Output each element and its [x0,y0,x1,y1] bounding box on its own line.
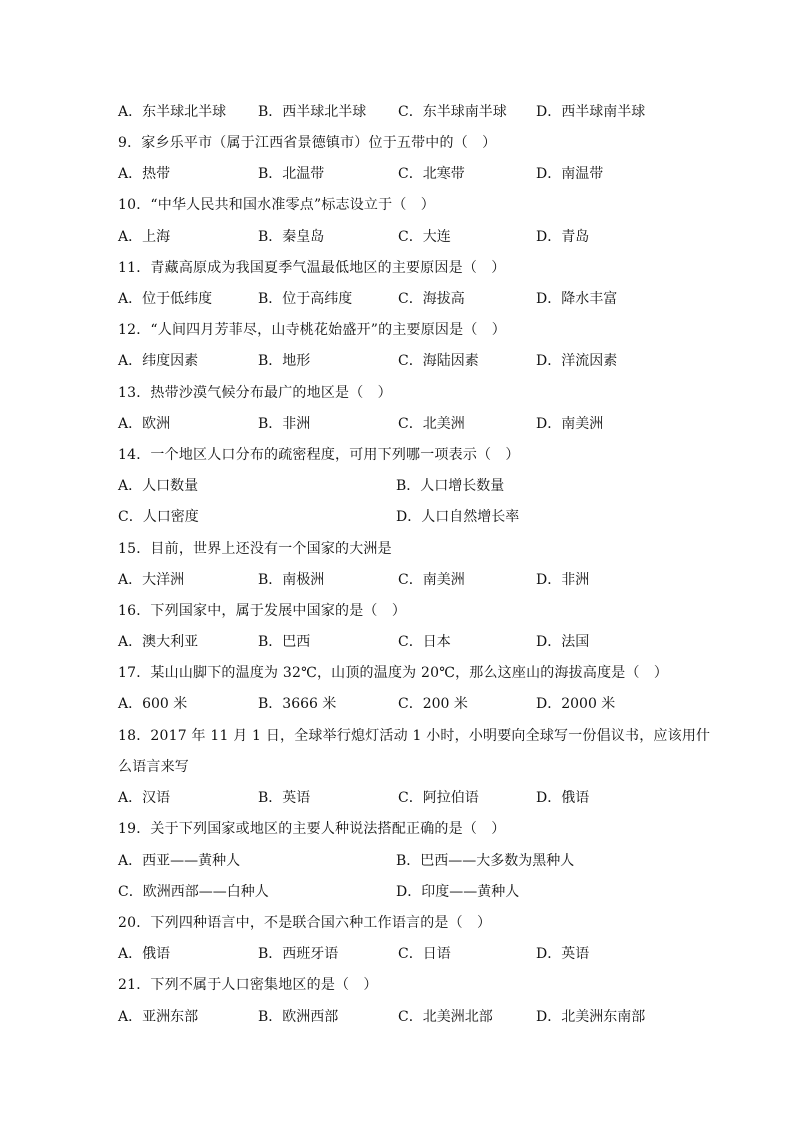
q16-option-d: D．法国 [536,634,590,650]
q8-option-a: A．东半球北半球 [118,104,227,120]
q15-stem: 15．目前，世界上还没有一个国家的大洲是 [118,541,392,557]
q9-option-b: B．北温带 [258,166,325,182]
q13-option-a: A．欧洲 [118,416,171,432]
q16-option-c: C．日本 [398,634,451,650]
q19-option-a: A．西亚——黄种人 [118,853,241,869]
q15-option-b: B．南极洲 [258,572,325,588]
q13-stem: 13．热带沙漠气候分布最广的地区是（ ） [118,385,392,401]
q21-option-b: B．欧洲西部 [258,1009,339,1025]
q9-option-c: C．北寒带 [398,166,465,182]
q19-options-cd [118,880,678,904]
q21-option-d: D．北美洲东南部 [536,1009,646,1025]
q19-option-c: C．欧洲西部——白种人 [118,884,269,900]
q14-option-b: B．人口增长数量 [396,478,505,494]
q13-options [118,412,678,436]
q14-stem: 14．一个地区人口分布的疏密程度，可用下列哪一项表示（ ） [118,447,520,463]
q13-option-b: B．非洲 [258,416,311,432]
q20-option-a: A．俄语 [118,946,171,962]
q21-option-a: A．亚洲东部 [118,1009,199,1025]
q17-option-b: B．3666 米 [258,696,337,712]
q14-option-d: D．人口自然增长率 [396,509,520,525]
q11-options [118,287,678,311]
q17-stem: 17．某山山脚下的温度为 32℃，山顶的温度为 20℃，那么这座山的海拔高度是（ ） [118,665,669,681]
q10-option-d: D．青岛 [536,229,590,245]
q20-option-d: D．英语 [536,946,590,962]
q13-option-c: C．北美洲 [398,416,465,432]
q18-option-c: C．阿拉伯语 [398,790,479,806]
q12-option-c: C．海陆因素 [398,353,479,369]
q9-option-d: D．南温带 [536,166,604,182]
q14-options-cd [118,505,678,529]
q9-option-a: A．热带 [118,166,171,182]
q16-options [118,630,678,654]
q18-option-b: B．英语 [258,790,311,806]
q10-option-a: A．上海 [118,229,171,245]
q16-option-b: B．巴西 [258,634,311,650]
q17-option-a: A．600 米 [118,696,188,712]
q8-option-d: D．西半球南半球 [536,104,646,120]
q14-options-ab [118,474,678,498]
q19-option-b: B．巴西——大多数为黑种人 [396,853,575,869]
q12-option-a: A．纬度因素 [118,353,199,369]
q21-option-c: C．北美洲北部 [398,1009,493,1025]
q15-option-c: C．南美洲 [398,572,465,588]
q20-option-c: C．日语 [398,946,451,962]
q12-stem: 12．“人间四月芳菲尽，山寺桃花始盛开”的主要原因是（ ） [118,322,506,338]
q19-options-ab [118,849,678,873]
q9-options [118,162,678,186]
q17-options [118,692,678,716]
q19-stem: 19．关于下列国家或地区的主要人种说法搭配正确的是（ ） [118,821,506,837]
q12-option-b: B．地形 [258,353,311,369]
q11-option-d: D．降水丰富 [536,291,618,307]
q18-option-a: A．汉语 [118,790,171,806]
q18-stem-line2: 么语言来写 [118,759,189,775]
q17-option-d: D．2000 米 [536,696,616,712]
q10-stem: 10．“中华人民共和国水准零点”标志设立于（ ） [118,197,435,213]
q11-stem: 11．青藏高原成为我国夏季气温最低地区的主要原因是（ ） [118,260,506,276]
q16-option-a: A．澳大利亚 [118,634,199,650]
q12-options [118,349,678,373]
q12-option-d: D．洋流因素 [536,353,618,369]
q10-options [118,225,678,249]
q15-options [118,568,678,592]
q18-options [118,786,678,810]
q21-options [118,1005,678,1029]
q15-option-d: D．非洲 [536,572,590,588]
q8-options [118,100,678,124]
q8-option-c: C．东半球南半球 [398,104,507,120]
q10-option-b: B．秦皇岛 [258,229,325,245]
q18-option-d: D．俄语 [536,790,590,806]
q20-stem: 20．下列四种语言中，不是联合国六种工作语言的是（ ） [118,915,492,931]
q8-option-b: B．西半球北半球 [258,104,367,120]
q19-option-d: D．印度——黄种人 [396,884,520,900]
q20-options [118,942,678,966]
q9-stem: 9．家乡乐平市（属于江西省景德镇市）位于五带中的（ ） [118,135,497,151]
q20-option-b: B．西班牙语 [258,946,339,962]
q11-option-b: B．位于高纬度 [258,291,353,307]
q16-stem: 16．下列国家中，属于发展中国家的是（ ） [118,603,407,619]
q14-option-c: C．人口密度 [118,509,199,525]
q11-option-c: C．海拔高 [398,291,465,307]
q15-option-a: A．大洋洲 [118,572,185,588]
q21-stem: 21．下列不属于人口密集地区的是（ ） [118,977,378,993]
q14-option-a: A．人口数量 [118,478,199,494]
q11-option-a: A．位于低纬度 [118,291,213,307]
q18-stem-line1: 18．2017 年 11 月 1 日，全球举行熄灯活动 1 小时，小明要向全球写一份倡议书，应该用什 [118,728,711,744]
q13-option-d: D．南美洲 [536,416,604,432]
q10-option-c: C．大连 [398,229,451,245]
q17-option-c: C．200 米 [398,696,468,712]
